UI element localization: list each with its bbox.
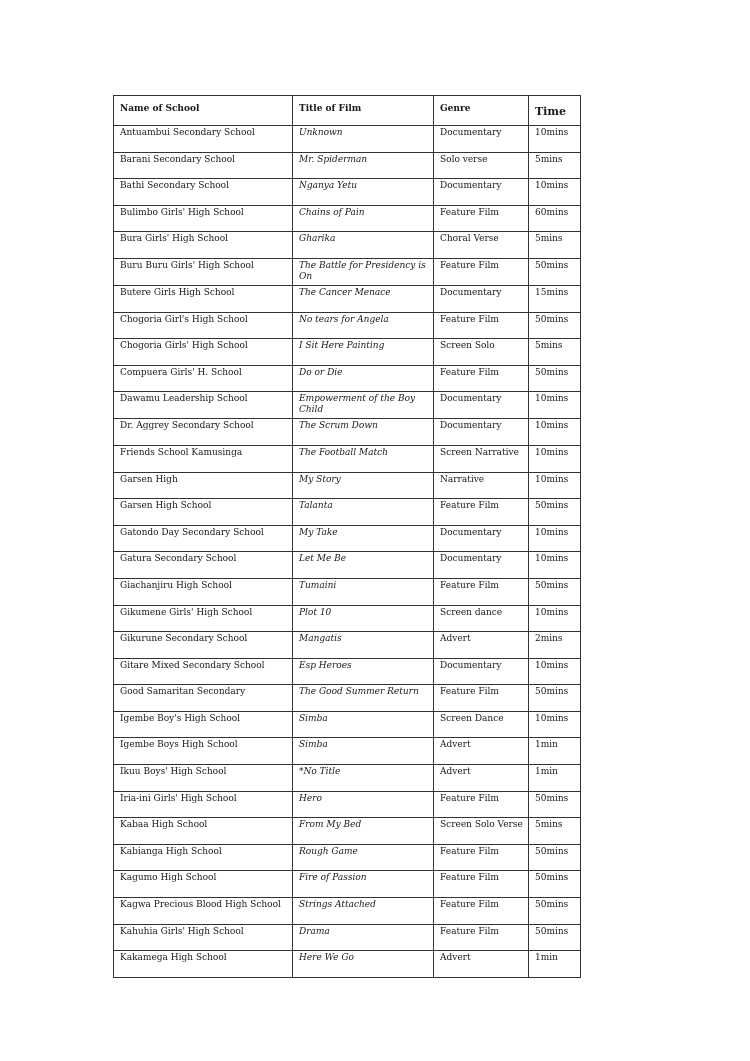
table-row (114, 179, 581, 206)
cell-time: 5mins (529, 339, 581, 366)
cell-time: 5mins (529, 232, 581, 259)
cell-film-title: Drama (293, 924, 434, 951)
cell-genre: Choral Verse (434, 232, 529, 259)
cell-time: 1min (529, 738, 581, 765)
cell-genre: Screen Narrative (434, 445, 529, 472)
cell-time: 60mins (529, 205, 581, 232)
table-row (114, 365, 581, 392)
cell-film-title: Plot 10 (293, 605, 434, 632)
cell-genre: Feature Film (434, 685, 529, 712)
cell-film-title: From My Bed (293, 818, 434, 845)
table-row (114, 818, 581, 845)
cell-school: Bura Girls' High School (114, 232, 293, 259)
cell-school: Iria-ini Girls' High School (114, 791, 293, 818)
table-row (114, 339, 581, 366)
cell-school: Gitare Mixed Secondary School (114, 658, 293, 685)
table-row (114, 419, 581, 446)
cell-genre: Screen Solo Verse (434, 818, 529, 845)
cell-school: Gatura Secondary School (114, 552, 293, 579)
cell-genre: Narrative (434, 472, 529, 499)
films-table (113, 95, 581, 978)
table-row (114, 898, 581, 925)
table-row (114, 791, 581, 818)
cell-genre: Documentary (434, 658, 529, 685)
cell-film-title: My Take (293, 525, 434, 552)
cell-school: Gikumene Girls' High School (114, 605, 293, 632)
table-row (114, 152, 581, 179)
cell-genre: Screen Solo (434, 339, 529, 366)
table-header (114, 96, 581, 126)
cell-film-title: The Good Summer Return (293, 685, 434, 712)
cell-school: Bulimbo Girls' High School (114, 205, 293, 232)
table-row (114, 285, 581, 312)
cell-school: Chogoria Girl's High School (114, 312, 293, 339)
cell-school: Dawamu Leadership School (114, 392, 293, 419)
cell-time: 10mins (529, 445, 581, 472)
cell-film-title: Rough Game (293, 844, 434, 871)
cell-time: 10mins (529, 711, 581, 738)
cell-school: Kakamega High School (114, 951, 293, 978)
cell-school: Buru Buru Girls' High School (114, 258, 293, 285)
cell-genre: Feature Film (434, 365, 529, 392)
cell-genre: Feature Film (434, 791, 529, 818)
cell-school: Giachanjiru High School (114, 578, 293, 605)
header-time: Time (529, 96, 581, 126)
cell-school: Kabaa High School (114, 818, 293, 845)
cell-film-title: Let Me Be (293, 552, 434, 579)
cell-time: 50mins (529, 365, 581, 392)
cell-film-title: Do or Die (293, 365, 434, 392)
table-row (114, 871, 581, 898)
cell-film-title: The Cancer Menace (293, 285, 434, 312)
cell-time: 2mins (529, 632, 581, 659)
cell-time: 15mins (529, 285, 581, 312)
cell-genre: Documentary (434, 552, 529, 579)
cell-genre: Documentary (434, 126, 529, 153)
table-row (114, 525, 581, 552)
cell-film-title: Strings Attached (293, 898, 434, 925)
cell-film-title: Here We Go (293, 951, 434, 978)
cell-film-title: The Football Match (293, 445, 434, 472)
cell-film-title: No tears for Angela (293, 312, 434, 339)
cell-time: 50mins (529, 578, 581, 605)
cell-time: 10mins (529, 525, 581, 552)
cell-school: Butere Girls High School (114, 285, 293, 312)
cell-film-title: Gharika (293, 232, 434, 259)
cell-time: 50mins (529, 898, 581, 925)
cell-film-title: Nganya Yetu (293, 179, 434, 206)
table-row (114, 205, 581, 232)
cell-film-title: Tumaini (293, 578, 434, 605)
cell-time: 10mins (529, 552, 581, 579)
table-row (114, 685, 581, 712)
cell-time: 10mins (529, 605, 581, 632)
cell-genre: Advert (434, 738, 529, 765)
cell-genre: Documentary (434, 525, 529, 552)
cell-time: 50mins (529, 685, 581, 712)
cell-genre: Documentary (434, 392, 529, 419)
cell-school: Good Samaritan Secondary (114, 685, 293, 712)
cell-genre: Advert (434, 951, 529, 978)
cell-time: 50mins (529, 871, 581, 898)
cell-school: Kahuhia Girls' High School (114, 924, 293, 951)
table-row (114, 232, 581, 259)
cell-time: 50mins (529, 499, 581, 526)
cell-time: 1min (529, 951, 581, 978)
cell-time: 50mins (529, 924, 581, 951)
cell-genre: Feature Film (434, 205, 529, 232)
cell-time: 1min (529, 765, 581, 792)
cell-time: 5mins (529, 152, 581, 179)
cell-film-title: Fire of Passion (293, 871, 434, 898)
cell-film-title: *No Title (293, 765, 434, 792)
table-row (114, 472, 581, 499)
cell-film-title: My Story (293, 472, 434, 499)
cell-film-title: Empowerment of the Boy Child (293, 392, 434, 419)
cell-school: Igembe Boy's High School (114, 711, 293, 738)
table-row (114, 924, 581, 951)
cell-genre: Feature Film (434, 871, 529, 898)
table-row (114, 951, 581, 978)
header-title: Title of Film (293, 96, 434, 126)
table-row (114, 765, 581, 792)
cell-school: Garsen High (114, 472, 293, 499)
cell-genre: Documentary (434, 285, 529, 312)
cell-film-title: Mr. Spiderman (293, 152, 434, 179)
cell-school: Ikuu Boys' High School (114, 765, 293, 792)
cell-film-title: The Scrum Down (293, 419, 434, 446)
cell-genre: Feature Film (434, 578, 529, 605)
table-row (114, 552, 581, 579)
cell-film-title: I Sit Here Painting (293, 339, 434, 366)
cell-genre: Advert (434, 632, 529, 659)
cell-time: 50mins (529, 312, 581, 339)
header-genre: Genre (434, 96, 529, 126)
cell-film-title: Hero (293, 791, 434, 818)
cell-school: Kagwa Precious Blood High School (114, 898, 293, 925)
cell-film-title: The Battle for Presidency is On (293, 258, 434, 285)
table-row (114, 605, 581, 632)
cell-school: Antuambui Secondary School (114, 126, 293, 153)
cell-film-title: Chains of Pain (293, 205, 434, 232)
table-body (114, 126, 581, 978)
cell-time: 50mins (529, 844, 581, 871)
table-row (114, 499, 581, 526)
table-row (114, 445, 581, 472)
table-row (114, 844, 581, 871)
cell-time: 10mins (529, 472, 581, 499)
cell-genre: Documentary (434, 419, 529, 446)
cell-time: 10mins (529, 179, 581, 206)
cell-time: 5mins (529, 818, 581, 845)
cell-school: Kagumo High School (114, 871, 293, 898)
table-row (114, 578, 581, 605)
cell-school: Dr. Aggrey Secondary School (114, 419, 293, 446)
table-row (114, 126, 581, 153)
header-row (114, 96, 581, 126)
cell-time: 50mins (529, 258, 581, 285)
cell-genre: Solo verse (434, 152, 529, 179)
cell-school: Gatondo Day Secondary School (114, 525, 293, 552)
cell-film-title: Unknown (293, 126, 434, 153)
cell-genre: Feature Film (434, 844, 529, 871)
cell-school: Gikurune Secondary School (114, 632, 293, 659)
header-school: Name of School (114, 96, 293, 126)
cell-genre: Advert (434, 765, 529, 792)
table-row (114, 312, 581, 339)
table-row (114, 258, 581, 285)
cell-film-title: Simba (293, 738, 434, 765)
cell-film-title: Talanta (293, 499, 434, 526)
cell-genre: Feature Film (434, 258, 529, 285)
cell-time: 10mins (529, 419, 581, 446)
cell-genre: Feature Film (434, 312, 529, 339)
cell-genre: Screen dance (434, 605, 529, 632)
cell-school: Compuera Girls' H. School (114, 365, 293, 392)
table-row (114, 658, 581, 685)
cell-genre: Feature Film (434, 924, 529, 951)
cell-film-title: Simba (293, 711, 434, 738)
cell-film-title: Esp Heroes (293, 658, 434, 685)
cell-school: Barani Secondary School (114, 152, 293, 179)
cell-school: Kabianga High School (114, 844, 293, 871)
cell-genre: Feature Film (434, 499, 529, 526)
cell-time: 50mins (529, 791, 581, 818)
table-row (114, 632, 581, 659)
cell-genre: Documentary (434, 179, 529, 206)
cell-school: Garsen High School (114, 499, 293, 526)
table-row (114, 392, 581, 419)
cell-school: Chogoria Girls' High School (114, 339, 293, 366)
cell-school: Igembe Boys High School (114, 738, 293, 765)
cell-time: 10mins (529, 126, 581, 153)
cell-time: 10mins (529, 392, 581, 419)
cell-time: 10mins (529, 658, 581, 685)
cell-genre: Screen Dance (434, 711, 529, 738)
table-row (114, 711, 581, 738)
cell-school: Friends School Kamusinga (114, 445, 293, 472)
cell-film-title: Mangatis (293, 632, 434, 659)
cell-genre: Feature Film (434, 898, 529, 925)
table-row (114, 738, 581, 765)
cell-school: Bathi Secondary School (114, 179, 293, 206)
